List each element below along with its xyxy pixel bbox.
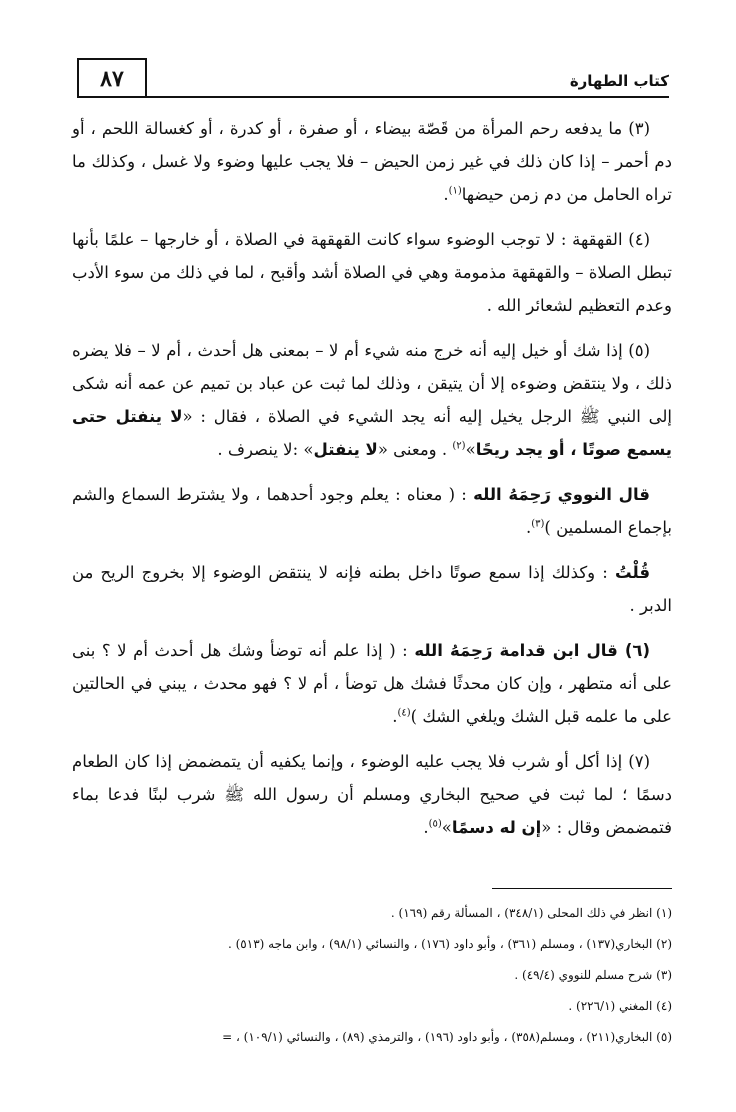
footnote-divider [492,888,672,889]
footnote-3: (٣) شرح مسلم للنووي (٤٩/٤) . [514,968,672,982]
footnote-1: (١) انظر في ذلك المحلى (٣٤٨/١) ، المسألة رقم (١٦٩) . [390,906,672,920]
paragraph-7: (٧) إذا أكل أو شرب فلا يجب عليه الوضوء ، وإنما يكفيه أن يتمضمض إذا كان الطعام دسمًا ؛ لما ثبت في صحيح البخاري ومسلم أن رسول الله ﷺ شرب لبنًا فدعا بماء فتمضمض وقال : «إن له دسمًا»$^{(٥)}$. [72,752,672,837]
hadith-quote: لا ينفتل حتى يسمع صوتًا ، أو يجد ريحًا [72,407,672,459]
paragraph-5: (٥) إذا شك أو خيل إليه أنه خرج منه شيء أم لا – بمعنى هل أحدث ، أم لا – فلا يضره ذلك ، ولا ينتقض وضوءه إلا أن يتيقن ، وذلك لما ثبت عن عباد بن تميم عن عمه أنه شكى إلى النبي ﷺ الرجل يخيل إليه أنه يجد الشيء في الصلاة ، فقال : «لا ينفتل حتى يسمع صوتًا ، أو يجد ريحًا»$^{(٢)}$ . ومعنى «لا ينفتل» :لا ينصرف . [72,341,672,459]
footnote-ref[interactable]: (٢) [452,440,466,452]
paragraph-4: (٤) القهقهة : لا توجب الوضوء سواء كانت القهقهة في الصلاة ، أو خارجها – علمًا بأنها تبطل الصلاة – والقهقهة مذمومة وهي في الصلاة أشد وأقبح ، لما في ذلك من سوء الأدب وعدم التعظيم لشعائر الله . [72,230,672,315]
footnote-ref[interactable]: (١) [448,185,462,197]
footnote-ref[interactable]: (٥) [428,818,442,830]
footnotes [64,898,672,1053]
page-header [77,58,669,98]
main-text [72,112,672,856]
hadith-quote: إن له دسمًا [451,818,542,837]
hadith-term: لا ينفتل [313,440,378,459]
quote-lead: قُلْتُ [615,563,651,582]
page-number: ٨٧ [77,58,147,96]
quote-lead: (٦) قال ابن قدامة رَحِمَهُ الله [414,641,651,660]
paragraph-nawawi: قال النووي رَحِمَهُ الله : ( معناه : يعلم وجود أحدهما ، ولا يشترط السماع والشم بإجماع المسلمين )$^{(٣)}$. [72,485,672,537]
footnote-4: (٤) المغني (٢٢٦/١) . [568,999,672,1013]
paragraph-6: (٦) قال ابن قدامة رَحِمَهُ الله : ( إذا علم أنه توضأ وشك هل أحدث أم لا ؟ بنى على أنه متطهر ، وإن كان محدثًا فشك هل توضأ ، أم لا ؟ فهو محدث ، يبني في الحالتين على ما علمه قبل الشك ويلغي الشك )$^{(٤)}$. [72,641,672,726]
quote-lead: قال النووي رَحِمَهُ الله [473,485,650,504]
footnote-ref[interactable]: (٤) [397,707,411,719]
paragraph-3: (٣) ما يدفعه رحم المرأة من قَصّة بيضاء ، أو صفرة ، أو كدرة ، أو كغسالة اللحم ، أو دم أحمر – إذا كان ذلك في غير زمن الحيض – فلا يجب عليها وضوء ولا غسل ، وكذلك ما تراه الحامل من دم زمن حيضها$^{(١)}$. [72,119,672,204]
footnote-ref[interactable]: (٣) [531,518,545,530]
paragraph-qultu: قُلْتُ : وكذلك إذا سمع صوتًا داخل بطنه فإنه لا ينتقض الوضوء إلا بخروج الريح من الدبر . [72,563,672,615]
footnote-5: (٥) البخاري(٢١١) ، ومسلم(٣٥٨) ، وأبو داود (١٩٦) ، والترمذي (٨٩) ، والنسائي (١٠٩/١) ، = [222,1030,672,1044]
book-title: كتاب الطهارة [569,72,669,90]
footnote-2: (٢) البخاري(١٣٧) ، ومسلم (٣٦١) ، وأبو داود (١٧٦) ، والنسائي (٩٨/١) ، وابن ماجه (٥١٣) . [227,937,672,951]
